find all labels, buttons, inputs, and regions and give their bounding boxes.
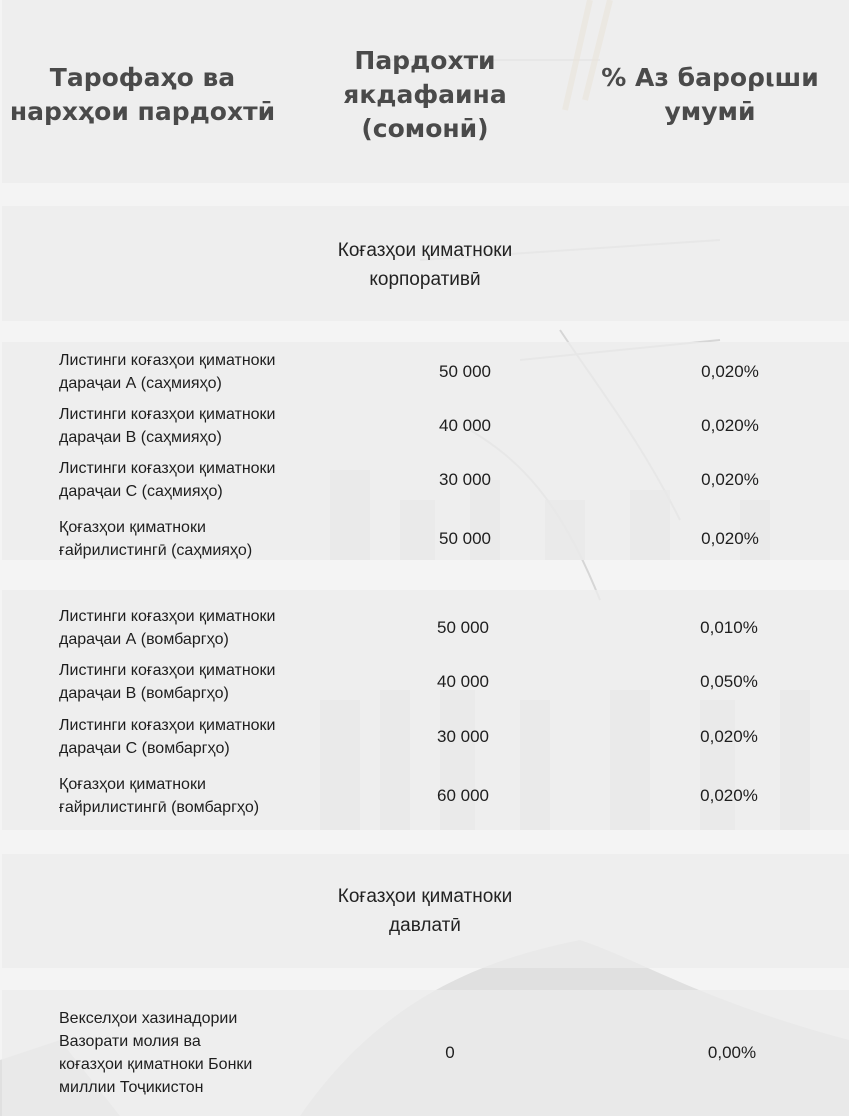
header-percent-issue: % Аз бароριши умумӣ	[601, 63, 819, 126]
shares-row-nonlisted-label: Қоғазҳои қиматноки ғайрилистингӣ (саҳмияҳо)	[59, 519, 253, 559]
shares-row-c-label: Листинги коғазҳои қиматноки дараҷаи С (саҳмияҳо)	[59, 460, 276, 500]
shares-row-nonlisted-percent: 0,020%	[701, 529, 759, 548]
shares-row-a-fee: 50 000	[439, 362, 491, 381]
shares-row-b-fee: 40 000	[439, 416, 491, 435]
bonds-row-b-fee: 40 000	[437, 672, 489, 691]
bonds-row-a-fee: 50 000	[437, 618, 489, 637]
bonds-row-b-label: Листинги коғазҳои қиматноки дараҷаи В (вомбаргҳо)	[59, 662, 276, 702]
treasury-row-label: Векселҳои хазинадории Вазорати молия ва коғазҳои қиматноки Бонки миллии Тоҷикистон	[59, 1010, 253, 1096]
bonds-row-b-percent: 0,050%	[700, 672, 758, 691]
bonds-row-a-label: Листинги коғазҳои қиматноки дараҷаи А (вомбаргҳо)	[59, 608, 276, 648]
bonds-row-c-fee: 30 000	[437, 727, 489, 746]
bonds-row-c-percent: 0,020%	[700, 727, 758, 746]
header-one-time-fee: Пардохти якдафаина (сомонӣ)	[343, 46, 507, 143]
shares-row-c-fee: 30 000	[439, 470, 491, 489]
bonds-row-c-label: Листинги коғазҳои қиматноки дараҷаи С (вомбаргҳо)	[59, 717, 276, 757]
shares-row-b-label: Листинги коғазҳои қиматноки дараҷаи В (саҳмияҳо)	[59, 406, 276, 446]
shares-row-a-label: Листинги коғазҳои қиматноки дараҷаи А (саҳмияҳо)	[59, 352, 276, 392]
shares-row-nonlisted-fee: 50 000	[439, 529, 491, 548]
header-tariffs: Тарофаҳо ва нархҳои пардохтӣ	[9, 63, 276, 126]
shares-row-b-percent: 0,020%	[701, 416, 759, 435]
treasury-row-percent: 0,00%	[707, 1043, 757, 1062]
shares-row-c-percent: 0,020%	[701, 470, 759, 489]
bonds-row-nonlisted-fee: 60 000	[437, 786, 489, 805]
bonds-row-nonlisted-percent: 0,020%	[700, 786, 758, 805]
shares-row-a-percent: 0,020%	[701, 362, 759, 381]
bonds-row-a-percent: 0,010%	[700, 618, 758, 637]
section-title-corporate: Коғазҳои қиматноки корпоративӣ	[337, 240, 513, 290]
treasury-row-fee: 0	[445, 1043, 455, 1062]
section-title-state: Коғазҳои қиматноки давлатӣ	[337, 886, 513, 936]
bonds-row-nonlisted-label: Қоғазҳои қиматноки ғайрилистингӣ (вомбаргҳо)	[59, 776, 260, 816]
